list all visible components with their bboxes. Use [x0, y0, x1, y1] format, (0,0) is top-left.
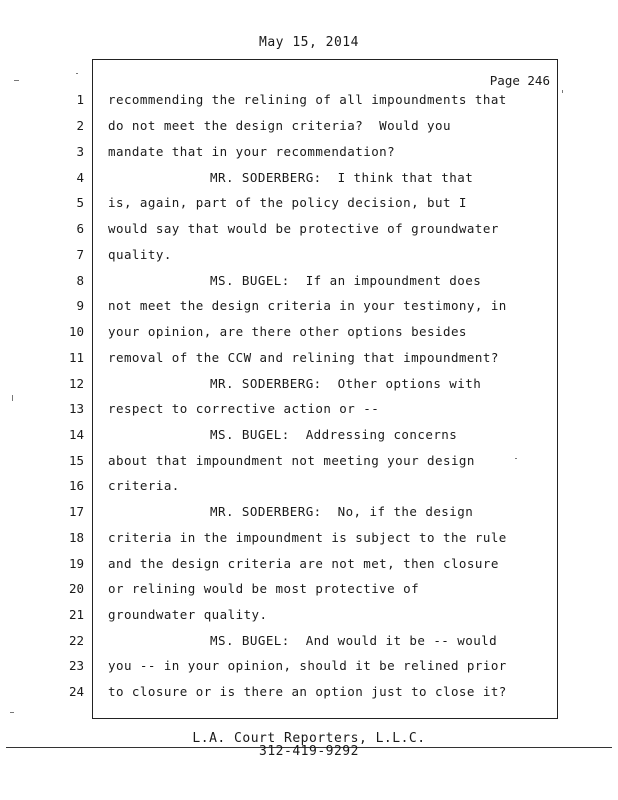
line-number: 15 — [68, 453, 84, 468]
line-number: 22 — [68, 633, 84, 648]
transcript-line — [0, 92, 618, 118]
line-text: MR. SODERBERG: Other options with — [210, 376, 482, 391]
line-text: is, again, part of the policy decision, but I — [108, 195, 467, 210]
line-number: 10 — [68, 324, 84, 339]
line-text: MR. SODERBERG: No, if the design — [210, 504, 474, 519]
transcript-line — [0, 530, 618, 556]
line-text: recommending the relining of all impoundments that — [108, 92, 507, 107]
transcript-line — [0, 658, 618, 684]
line-number: 14 — [68, 427, 84, 442]
transcript-line — [0, 427, 618, 453]
line-text: about that impoundment not meeting your design — [108, 453, 475, 468]
scan-speck — [562, 90, 563, 93]
scan-speck — [14, 80, 19, 81]
line-text: and the design criteria are not met, then closure — [108, 556, 499, 571]
transcript-line — [0, 324, 618, 350]
scan-speck — [12, 395, 13, 401]
line-text: do not meet the design criteria? Would you — [108, 118, 451, 133]
line-text: MS. BUGEL: Addressing concerns — [210, 427, 458, 442]
transcript-date: May 15, 2014 — [259, 35, 359, 50]
transcript-line — [0, 273, 618, 299]
transcript-line — [0, 195, 618, 221]
reporter-phone: 312-419-9292 — [259, 744, 359, 759]
transcript-line — [0, 118, 618, 144]
line-text: not meet the design criteria in your testimony, in — [108, 298, 507, 313]
line-number: 16 — [68, 478, 84, 493]
line-text: MS. BUGEL: If an impoundment does — [210, 273, 482, 288]
transcript-line — [0, 350, 618, 376]
transcript-line — [0, 581, 618, 607]
line-number: 6 — [76, 221, 84, 236]
line-number: 4 — [76, 170, 84, 185]
line-text: respect to corrective action or -- — [108, 401, 380, 416]
scan-speck — [10, 712, 14, 713]
line-number: 18 — [68, 530, 84, 545]
line-number: 23 — [68, 658, 84, 673]
line-number: 8 — [76, 273, 84, 288]
line-text: MS. BUGEL: And would it be -- would — [210, 633, 498, 648]
transcript-line — [0, 247, 618, 273]
line-text: your opinion, are there other options besides — [108, 324, 467, 339]
transcript-line — [0, 144, 618, 170]
transcript-line — [0, 170, 618, 196]
line-text: criteria in the impoundment is subject to the rule — [108, 530, 507, 545]
line-text: MR. SODERBERG: I think that that — [210, 170, 474, 185]
line-number: 12 — [68, 376, 84, 391]
line-text: would say that would be protective of groundwater — [108, 221, 499, 236]
line-number: 2 — [76, 118, 84, 133]
line-text: or relining would be most protective of — [108, 581, 420, 596]
transcript-line — [0, 633, 618, 659]
line-text: groundwater quality. — [108, 607, 268, 622]
transcript-line — [0, 684, 618, 710]
line-number: 1 — [76, 92, 84, 107]
line-number: 13 — [68, 401, 84, 416]
transcript-line — [0, 376, 618, 402]
transcript-line — [0, 504, 618, 530]
transcript-line — [0, 556, 618, 582]
transcript-line — [0, 607, 618, 633]
transcript-line — [0, 401, 618, 427]
line-number: 24 — [68, 684, 84, 699]
line-number: 9 — [76, 298, 84, 313]
line-number: 5 — [76, 195, 84, 210]
line-number: 7 — [76, 247, 84, 262]
transcript-line — [0, 453, 618, 479]
line-text: criteria. — [108, 478, 180, 493]
line-text: mandate that in your recommendation? — [108, 144, 396, 159]
line-number: 19 — [68, 556, 84, 571]
line-text: removal of the CCW and relining that impoundment? — [108, 350, 499, 365]
scan-speck — [515, 458, 517, 459]
transcript-line — [0, 298, 618, 324]
line-text: quality. — [108, 247, 172, 262]
page-number: Page 246 — [489, 73, 550, 88]
line-text: you -- in your opinion, should it be relined prior — [108, 658, 507, 673]
line-number: 17 — [68, 504, 84, 519]
reporter-company: L.A. Court Reporters, L.L.C. — [192, 731, 426, 746]
line-number: 20 — [68, 581, 84, 596]
scan-speck — [76, 73, 78, 74]
line-text: to closure or is there an option just to close it? — [108, 684, 507, 699]
transcript-line — [0, 221, 618, 247]
line-number: 21 — [68, 607, 84, 622]
line-number: 11 — [68, 350, 84, 365]
line-number: 3 — [76, 144, 84, 159]
transcript-line — [0, 478, 618, 504]
